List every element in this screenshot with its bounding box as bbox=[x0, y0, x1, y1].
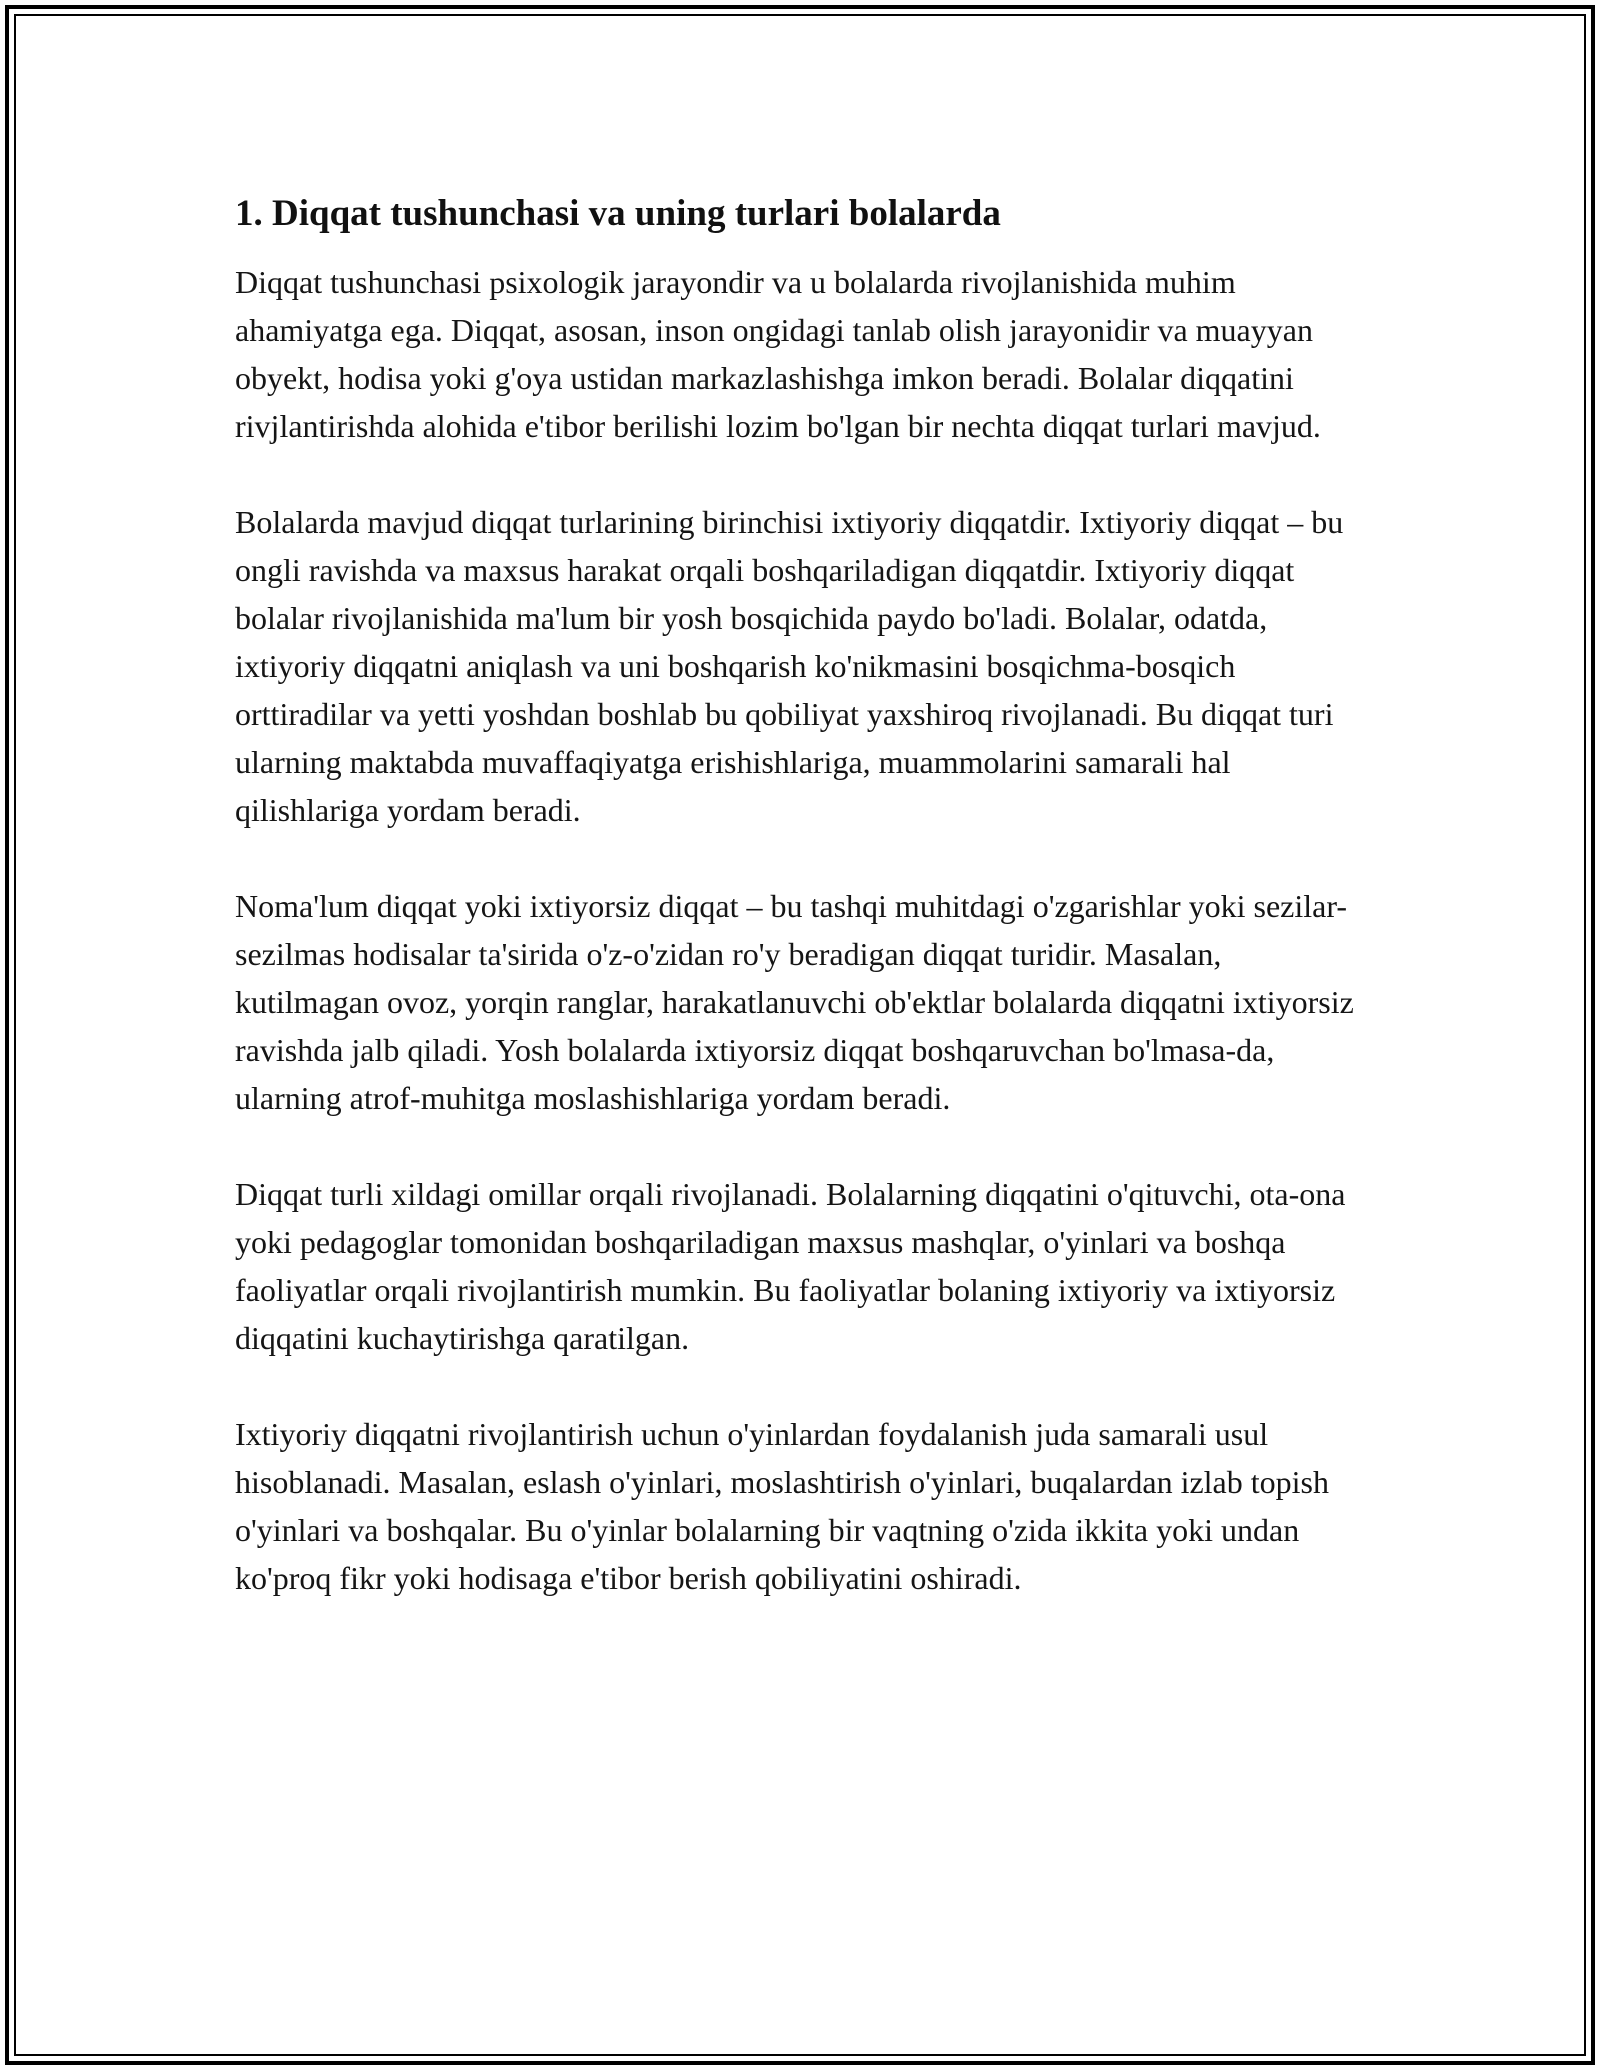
paragraph-2: Bolalarda mavjud diqqat turlarining birinchisi ixtiyoriy diqqatdir. Ixtiyoriy diqqat – bu ongli ravishda va maxsus harakat orqali boshqariladigan diqqatdir. Ixtiyoriy diqqat bolalar rivojlanishida ma'lum bir yosh bosqichida paydo bo'ladi. Bolalar, odatda, ixtiyoriy diqqatni aniqlash va uni boshqarish ko'nikmasini bosqichma-bosqich orttiradilar va yetti yoshdan boshlab bu qobiliyat yaxshiroq rivojlanadi. Bu diqqat turi ularning maktabda muvaffaqiyatga erishishlariga, muammolarini samarali hal qilishlariga yordam beradi. bbox=[235, 504, 1344, 828]
document-body bbox=[235, 190, 1365, 1650]
paragraph-1: Diqqat tushunchasi psixologik jarayondir va u bolalarda rivojlanishida muhim ahamiyatga ega. Diqqat, asosan, inson ongidagi tanlab olish jarayonidir va muayyan obyekt, hodisa yoki g'oya ustidan markazlashishga imkon beradi. Bolalar diqqatini rivjlantirishda alohida e'tibor berilishi lozim bo'lgan bir nechta diqqat turlari mavjud. bbox=[235, 264, 1321, 444]
paragraph-3: Noma'lum diqqat yoki ixtiyorsiz diqqat – bu tashqi muhitdagi o'zgarishlar yoki sezilar-sezilmas hodisalar ta'sirida o'z-o'zidan ro'y beradigan diqqat turidir. Masalan, kutilmagan ovoz, yorqin ranglar, harakatlanuvchi ob'ektlar bolalarda diqqatni ixtiyorsiz ravishda jalb qiladi. Yosh bolalarda ixtiyorsiz diqqat boshqaruvchan bo'lmasa-da, ularning atrof-muhitga moslashishlariga yordam beradi. bbox=[235, 888, 1354, 1116]
paragraph-4: Diqqat turli xildagi omillar orqali rivojlanadi. Bolalarning diqqatini o'qituvchi, ota-ona yoki pedagoglar tomonidan boshqariladigan maxsus mashqlar, o'yinlari va boshqa faoliyatlar orqali rivojlantirish mumkin. Bu faoliyatlar bolaning ixtiyoriy va ixtiyorsiz diqqatini kuchaytirishga qaratilgan. bbox=[235, 1176, 1346, 1356]
paragraph-5: Ixtiyoriy diqqatni rivojlantirish uchun o'yinlardan foydalanish juda samarali usul hisoblanadi. Masalan, eslash o'yinlari, moslashtirish o'yinlari, buqalardan izlab topish o'yinlari va boshqalar. Bu o'yinlar bolalarning bir vaqtning o'zida ikkita yoki undan ko'proq fikr yoki hodisaga e'tibor berish qobiliyatini oshiradi. bbox=[235, 1416, 1329, 1596]
section-heading: 1. Diqqat tushunchasi va uning turlari bolalarda bbox=[235, 193, 1001, 234]
